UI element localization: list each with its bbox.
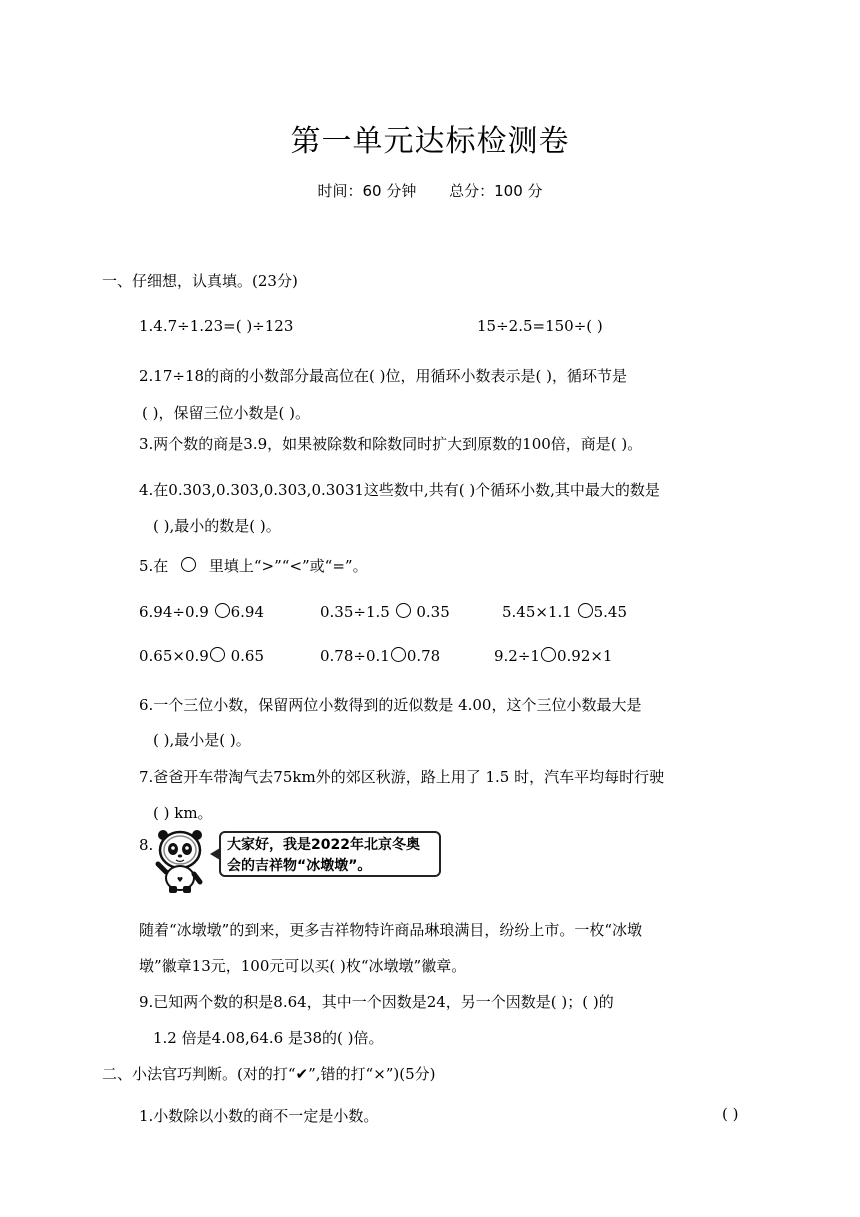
exam-score: 总分：100 分 — [449, 182, 543, 200]
circle-icon — [215, 603, 230, 618]
compare-left: 0.78÷0.1 — [320, 647, 390, 665]
question-6-line1: 6.一个三位小数，保留两位小数得到的近似数是 4.00，这个三位小数最大是 — [139, 696, 642, 714]
question-2-line1: 2.17÷18的商的小数部分最高位在( )位，用循环小数表示是( )，循环节是 — [139, 367, 628, 385]
judge-question-1: 1.小数除以小数的商不一定是小数。 — [139, 1107, 379, 1125]
exam-time: 时间：60 分钟 — [317, 182, 417, 200]
circle-icon — [181, 557, 196, 572]
panda-mascot-icon — [150, 826, 210, 894]
compare-item — [320, 603, 450, 621]
circle-icon — [578, 603, 593, 618]
compare-right: 0.92×1 — [556, 647, 613, 665]
question-1b: 15÷2.5=150÷( ) — [477, 317, 603, 335]
judge-answer-paren: ( ) — [722, 1105, 739, 1123]
question-4-line1: 4.在0.303,0.303,0.303,0.3031这些数中,共有( )个循环小数,其中最大的数是 — [139, 481, 660, 499]
question-1a: 1.4.7÷1.23=( )÷123 — [139, 317, 294, 335]
compare-left: 0.35÷1.5 — [320, 603, 395, 621]
section-2-heading: 二、小法官巧判断。(对的打“✔”,错的打“×”)(5分) — [102, 1065, 436, 1083]
bubble-line-1: 大家好，我是2022年北京冬奥 — [227, 837, 420, 853]
question-4-line2: ( ),最小的数是( )。 — [153, 517, 281, 535]
question-9-line2: 1.2 倍是4.08,64.6 是38的( )倍。 — [153, 1029, 384, 1047]
question-5-suffix: 里填上“>”“<”或“=”。 — [208, 557, 368, 575]
circle-icon — [391, 647, 406, 662]
section-1-heading: 一、仔细想，认真填。(23分) — [102, 272, 298, 290]
compare-right: 6.94 — [230, 603, 264, 621]
compare-left: 9.2÷1 — [494, 647, 540, 665]
question-8-line1: 随着“冰墩墩”的到来，更多吉祥物特许商品琳琅满目，纷纷上市。一枚“冰墩 — [139, 921, 643, 939]
svg-text:♥: ♥ — [176, 876, 184, 884]
compare-item — [139, 647, 264, 665]
compare-left: 5.45×1.1 — [502, 603, 577, 621]
compare-left: 6.94÷0.9 — [139, 603, 214, 621]
question-7-line2: ( ) km。 — [153, 804, 213, 822]
circle-icon — [396, 603, 411, 618]
circle-icon — [210, 647, 225, 662]
page-title: 第一单元达标检测卷 — [290, 124, 570, 159]
compare-right: 5.45 — [593, 603, 627, 621]
compare-right: 0.78 — [406, 647, 441, 665]
question-2-line2: ( )，保留三位小数是( )。 — [142, 404, 310, 422]
circle-icon — [541, 647, 556, 662]
question-6-line2: ( ),最小是( )。 — [153, 731, 251, 749]
compare-item — [320, 647, 440, 665]
exam-info — [0, 180, 860, 201]
compare-item — [502, 603, 627, 621]
question-8-number: 8. — [139, 836, 154, 854]
compare-right: 0.65 — [225, 647, 264, 665]
mascot-illustration — [139, 826, 446, 894]
speech-bubble — [219, 831, 441, 877]
compare-right: 0.35 — [411, 603, 450, 621]
compare-left: 0.65×0.9 — [139, 647, 209, 665]
question-7-line1: 7.爸爸开车带淘气去75km外的郊区秋游，路上用了 1.5 时，汽车平均每时行驶 — [139, 768, 665, 786]
compare-item — [139, 603, 264, 621]
question-5-prefix: 5.在 — [139, 557, 169, 575]
question-8-line2: 墩”徽章13元，100元可以买( )枚“冰墩墩”徽章。 — [139, 957, 467, 975]
compare-item — [494, 647, 612, 665]
bubble-line-2: 会的吉祥物“冰墩墩”。 — [227, 858, 372, 874]
question-5 — [139, 555, 368, 576]
question-3: 3.两个数的商是3.9，如果被除数和除数同时扩大到原数的100倍，商是( )。 — [139, 435, 643, 453]
question-9-line1: 9.已知两个数的积是8.64，其中一个因数是24，另一个因数是( )；( )的 — [139, 993, 614, 1011]
